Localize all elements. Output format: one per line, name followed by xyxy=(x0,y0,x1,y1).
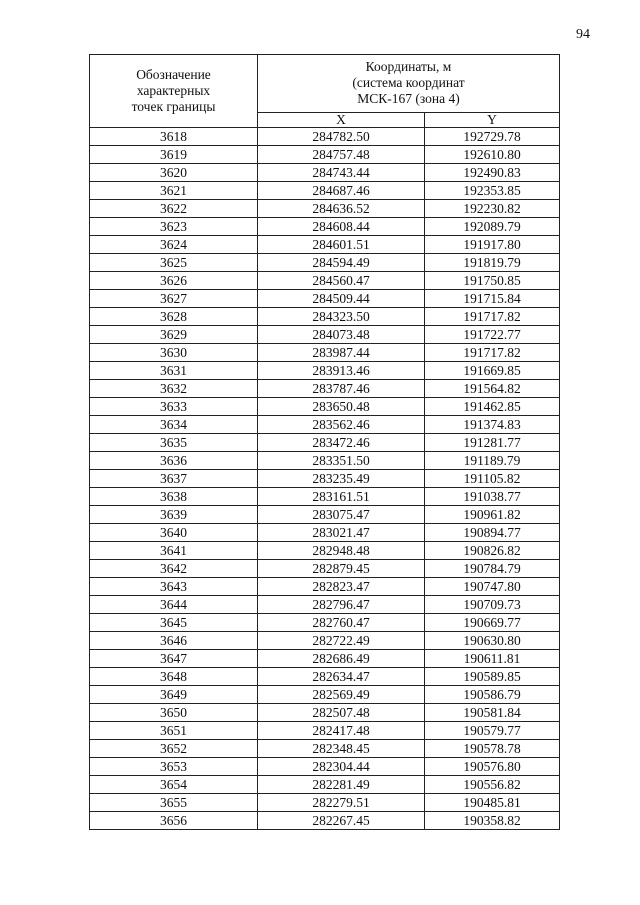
page-number: 94 xyxy=(576,27,590,42)
point-id-cell: 3634 xyxy=(90,416,258,434)
table-row xyxy=(90,236,560,254)
x-coordinate-cell: 284743.44 xyxy=(258,164,425,182)
table-row xyxy=(90,524,560,542)
point-id-cell: 3626 xyxy=(90,272,258,290)
x-coordinate-cell: 282507.48 xyxy=(258,704,425,722)
x-coordinate-cell: 282686.49 xyxy=(258,650,425,668)
point-id-cell: 3639 xyxy=(90,506,258,524)
y-coordinate-cell: 190611.81 xyxy=(425,650,560,668)
y-coordinate-cell: 190630.80 xyxy=(425,632,560,650)
x-coordinate-cell: 284594.49 xyxy=(258,254,425,272)
point-id-cell: 3623 xyxy=(90,218,258,236)
point-id-cell: 3618 xyxy=(90,128,258,146)
coordinates-column-header xyxy=(258,55,560,113)
point-id-cell: 3636 xyxy=(90,452,258,470)
x-coordinate-cell: 284509.44 xyxy=(258,290,425,308)
point-id-cell: 3646 xyxy=(90,632,258,650)
coord-header-line: Координаты, м xyxy=(365,59,452,75)
x-coordinate-cell: 282823.47 xyxy=(258,578,425,596)
y-coordinate-cell: 190589.85 xyxy=(425,668,560,686)
x-coordinate-cell: 283235.49 xyxy=(258,470,425,488)
table-row xyxy=(90,794,560,812)
point-id-cell: 3622 xyxy=(90,200,258,218)
point-id-cell: 3644 xyxy=(90,596,258,614)
table-row xyxy=(90,218,560,236)
x-coordinate-cell: 284636.52 xyxy=(258,200,425,218)
point-id-cell: 3642 xyxy=(90,560,258,578)
point-column-header xyxy=(90,55,258,128)
table-row xyxy=(90,344,560,362)
y-coordinate-cell: 191722.77 xyxy=(425,326,560,344)
x-coordinate-cell: 282569.49 xyxy=(258,686,425,704)
x-coordinate-cell: 282281.49 xyxy=(258,776,425,794)
point-id-cell: 3641 xyxy=(90,542,258,560)
table-row xyxy=(90,668,560,686)
x-coordinate-cell: 282348.45 xyxy=(258,740,425,758)
y-coordinate-cell: 190961.82 xyxy=(425,506,560,524)
y-coordinate-cell: 191717.82 xyxy=(425,308,560,326)
point-id-cell: 3645 xyxy=(90,614,258,632)
point-id-cell: 3629 xyxy=(90,326,258,344)
table-row xyxy=(90,758,560,776)
table-row xyxy=(90,434,560,452)
x-coordinate-cell: 284687.46 xyxy=(258,182,425,200)
point-id-cell: 3650 xyxy=(90,704,258,722)
table-row xyxy=(90,200,560,218)
y-coordinate-cell: 192230.82 xyxy=(425,200,560,218)
y-coordinate-cell: 192729.78 xyxy=(425,128,560,146)
table-header xyxy=(90,55,560,128)
x-coordinate-cell: 283075.47 xyxy=(258,506,425,524)
table-row xyxy=(90,272,560,290)
table-row xyxy=(90,146,560,164)
y-coordinate-cell: 191462.85 xyxy=(425,398,560,416)
y-coordinate-cell: 190579.77 xyxy=(425,722,560,740)
coord-header-line: (система координат xyxy=(352,75,465,91)
y-coordinate-cell: 191750.85 xyxy=(425,272,560,290)
y-coordinate-cell: 191281.77 xyxy=(425,434,560,452)
table-row xyxy=(90,128,560,146)
table-row xyxy=(90,740,560,758)
x-coordinate-cell: 284323.50 xyxy=(258,308,425,326)
point-id-cell: 3621 xyxy=(90,182,258,200)
table-row xyxy=(90,470,560,488)
y-coordinate-cell: 190826.82 xyxy=(425,542,560,560)
x-coordinate-cell: 282948.48 xyxy=(258,542,425,560)
table-row xyxy=(90,686,560,704)
table-row xyxy=(90,362,560,380)
x-coordinate-cell: 282267.45 xyxy=(258,812,425,830)
x-coordinate-cell: 284608.44 xyxy=(258,218,425,236)
table-row xyxy=(90,290,560,308)
y-coordinate-cell: 190894.77 xyxy=(425,524,560,542)
table-row xyxy=(90,722,560,740)
y-coordinate-cell: 190669.77 xyxy=(425,614,560,632)
y-coordinate-cell: 191105.82 xyxy=(425,470,560,488)
y-coordinate-cell: 192490.83 xyxy=(425,164,560,182)
table-row xyxy=(90,380,560,398)
point-header-line: точек границы xyxy=(131,99,216,114)
table-body xyxy=(90,128,560,830)
y-coordinate-cell: 190784.79 xyxy=(425,560,560,578)
x-coordinate-cell: 283987.44 xyxy=(258,344,425,362)
point-id-cell: 3619 xyxy=(90,146,258,164)
point-id-cell: 3649 xyxy=(90,686,258,704)
x-coordinate-cell: 284073.48 xyxy=(258,326,425,344)
point-id-cell: 3624 xyxy=(90,236,258,254)
y-coordinate-cell: 190556.82 xyxy=(425,776,560,794)
point-id-cell: 3631 xyxy=(90,362,258,380)
y-coordinate-cell: 191669.85 xyxy=(425,362,560,380)
x-coordinate-cell: 283913.46 xyxy=(258,362,425,380)
point-id-cell: 3627 xyxy=(90,290,258,308)
y-coordinate-cell: 190485.81 xyxy=(425,794,560,812)
table-row xyxy=(90,398,560,416)
x-coordinate-cell: 282760.47 xyxy=(258,614,425,632)
table-row xyxy=(90,452,560,470)
point-id-cell: 3638 xyxy=(90,488,258,506)
x-coordinate-cell: 282879.45 xyxy=(258,560,425,578)
point-id-cell: 3653 xyxy=(90,758,258,776)
x-coordinate-cell: 284560.47 xyxy=(258,272,425,290)
y-coordinate-cell: 192610.80 xyxy=(425,146,560,164)
point-id-cell: 3630 xyxy=(90,344,258,362)
y-coordinate-cell: 190747.80 xyxy=(425,578,560,596)
x-coordinate-cell: 282722.49 xyxy=(258,632,425,650)
x-coordinate-cell: 282417.48 xyxy=(258,722,425,740)
table-row xyxy=(90,578,560,596)
x-column-header: X xyxy=(258,112,425,127)
y-coordinate-cell: 190578.78 xyxy=(425,740,560,758)
x-coordinate-cell: 282304.44 xyxy=(258,758,425,776)
table-row xyxy=(90,560,560,578)
x-coordinate-cell: 283472.46 xyxy=(258,434,425,452)
table-row xyxy=(90,488,560,506)
x-coordinate-cell: 283161.51 xyxy=(258,488,425,506)
x-coordinate-cell: 283021.47 xyxy=(258,524,425,542)
table-row xyxy=(90,164,560,182)
y-coordinate-cell: 191819.79 xyxy=(425,254,560,272)
table-row xyxy=(90,776,560,794)
point-id-cell: 3640 xyxy=(90,524,258,542)
table-row xyxy=(90,596,560,614)
point-id-cell: 3633 xyxy=(90,398,258,416)
x-coordinate-cell: 284782.50 xyxy=(258,128,425,146)
table-row xyxy=(90,182,560,200)
point-id-cell: 3637 xyxy=(90,470,258,488)
x-coordinate-cell: 284757.48 xyxy=(258,146,425,164)
y-coordinate-cell: 191189.79 xyxy=(425,452,560,470)
x-coordinate-cell: 282796.47 xyxy=(258,596,425,614)
y-coordinate-cell: 192089.79 xyxy=(425,218,560,236)
x-coordinate-cell: 283787.46 xyxy=(258,380,425,398)
point-id-cell: 3647 xyxy=(90,650,258,668)
y-coordinate-cell: 191917.80 xyxy=(425,236,560,254)
point-header-line: характерных xyxy=(136,83,211,98)
point-id-cell: 3654 xyxy=(90,776,258,794)
coordinates-table xyxy=(89,54,560,830)
point-id-cell: 3620 xyxy=(90,164,258,182)
point-id-cell: 3648 xyxy=(90,668,258,686)
table-row xyxy=(90,254,560,272)
point-id-cell: 3656 xyxy=(90,812,258,830)
point-id-cell: 3635 xyxy=(90,434,258,452)
x-coordinate-cell: 282279.51 xyxy=(258,794,425,812)
x-coordinate-cell: 283562.46 xyxy=(258,416,425,434)
table-row xyxy=(90,650,560,668)
y-coordinate-cell: 191374.83 xyxy=(425,416,560,434)
y-coordinate-cell: 190586.79 xyxy=(425,686,560,704)
x-coordinate-cell: 283351.50 xyxy=(258,452,425,470)
point-id-cell: 3632 xyxy=(90,380,258,398)
point-id-cell: 3655 xyxy=(90,794,258,812)
point-id-cell: 3628 xyxy=(90,308,258,326)
table-row xyxy=(90,614,560,632)
y-coordinate-cell: 190576.80 xyxy=(425,758,560,776)
y-coordinate-cell: 190581.84 xyxy=(425,704,560,722)
table-row xyxy=(90,704,560,722)
y-coordinate-cell: 192353.85 xyxy=(425,182,560,200)
table-row xyxy=(90,812,560,830)
y-column-header: Y xyxy=(425,112,560,127)
y-coordinate-cell: 191715.84 xyxy=(425,290,560,308)
y-coordinate-cell: 190358.82 xyxy=(425,812,560,830)
y-coordinate-cell: 190709.73 xyxy=(425,596,560,614)
x-coordinate-cell: 284601.51 xyxy=(258,236,425,254)
point-id-cell: 3652 xyxy=(90,740,258,758)
point-id-cell: 3625 xyxy=(90,254,258,272)
table-row xyxy=(90,326,560,344)
x-coordinate-cell: 283650.48 xyxy=(258,398,425,416)
y-coordinate-cell: 191038.77 xyxy=(425,488,560,506)
x-coordinate-cell: 282634.47 xyxy=(258,668,425,686)
coord-header-line: МСК-167 (зона 4) xyxy=(357,91,460,107)
y-coordinate-cell: 191564.82 xyxy=(425,380,560,398)
y-coordinate-cell: 191717.82 xyxy=(425,344,560,362)
table-row xyxy=(90,632,560,650)
point-header-line: Обозначение xyxy=(136,67,211,82)
point-id-cell: 3651 xyxy=(90,722,258,740)
table-row xyxy=(90,308,560,326)
table-row xyxy=(90,506,560,524)
table-row xyxy=(90,542,560,560)
table-row xyxy=(90,416,560,434)
point-id-cell: 3643 xyxy=(90,578,258,596)
